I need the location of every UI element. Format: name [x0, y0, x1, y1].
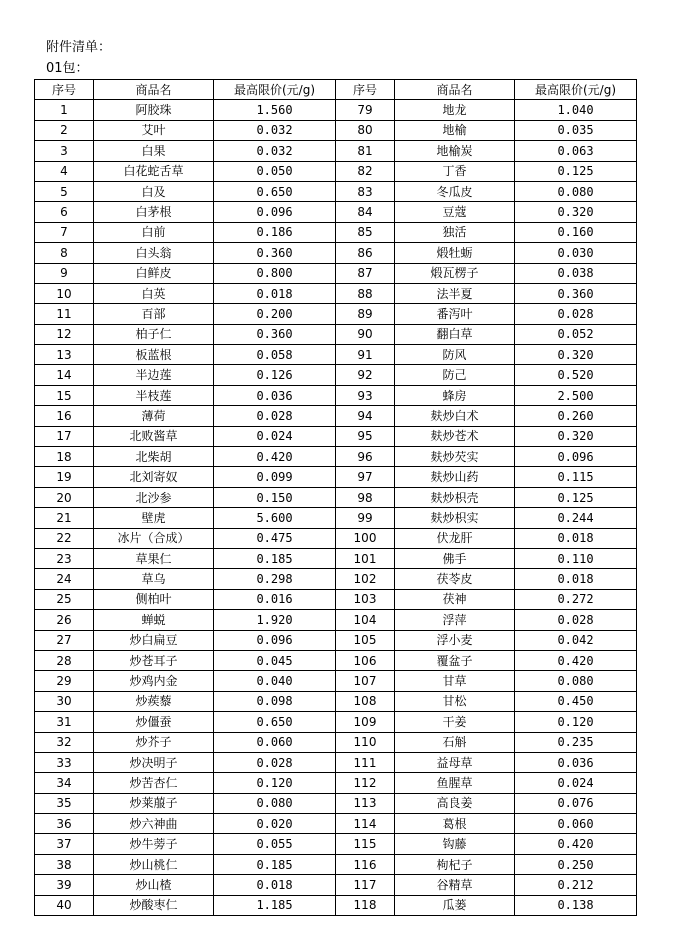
- table-row: [35, 447, 637, 467]
- cell-index: 86: [336, 243, 395, 263]
- cell-index: 106: [336, 650, 395, 670]
- cell-product-name: 板蓝根: [94, 345, 214, 365]
- cell-index: 98: [336, 487, 395, 507]
- header-product-name: 商品名: [94, 80, 214, 100]
- cell-max-price: 1.185: [214, 895, 336, 915]
- cell-max-price: 0.028: [515, 610, 637, 630]
- cell-index: 33: [35, 752, 94, 772]
- cell-max-price: 0.050: [214, 161, 336, 181]
- cell-index: 83: [336, 181, 395, 201]
- cell-index: 27: [35, 630, 94, 650]
- cell-max-price: 0.016: [214, 589, 336, 609]
- cell-index: 35: [35, 793, 94, 813]
- cell-product-name: 炒芥子: [94, 732, 214, 752]
- cell-index: 97: [336, 467, 395, 487]
- cell-product-name: 炒牛蒡子: [94, 834, 214, 854]
- cell-product-name: 北刘寄奴: [94, 467, 214, 487]
- cell-index: 87: [336, 263, 395, 283]
- cell-product-name: 地榆: [395, 120, 515, 140]
- cell-index: 28: [35, 650, 94, 670]
- cell-index: 108: [336, 691, 395, 711]
- cell-max-price: 0.032: [214, 120, 336, 140]
- cell-max-price: 0.030: [515, 243, 637, 263]
- cell-product-name: 白头翁: [94, 243, 214, 263]
- cell-max-price: 0.042: [515, 630, 637, 650]
- cell-max-price: 0.036: [214, 385, 336, 405]
- cell-product-name: 炒六神曲: [94, 814, 214, 834]
- cell-max-price: 0.200: [214, 304, 336, 324]
- cell-index: 105: [336, 630, 395, 650]
- cell-max-price: 0.076: [515, 793, 637, 813]
- cell-index: 23: [35, 548, 94, 568]
- cell-product-name: 豆蔻: [395, 202, 515, 222]
- cell-index: 115: [336, 834, 395, 854]
- cell-product-name: 麸炒枳实: [395, 508, 515, 528]
- cell-max-price: 0.125: [515, 161, 637, 181]
- cell-max-price: 0.420: [515, 834, 637, 854]
- cell-product-name: 甘松: [395, 691, 515, 711]
- cell-product-name: 炒苍耳子: [94, 650, 214, 670]
- cell-index: 2: [35, 120, 94, 140]
- table-body: [35, 100, 637, 916]
- cell-max-price: 0.360: [214, 243, 336, 263]
- cell-max-price: 0.098: [214, 691, 336, 711]
- cell-product-name: 益母草: [395, 752, 515, 772]
- table-row: [35, 814, 637, 834]
- table-row: [35, 834, 637, 854]
- cell-index: 84: [336, 202, 395, 222]
- cell-index: 31: [35, 712, 94, 732]
- document-title: 附件清单：: [46, 40, 112, 55]
- cell-index: 79: [336, 100, 395, 120]
- cell-product-name: 炒酸枣仁: [94, 895, 214, 915]
- cell-product-name: 谷精草: [395, 875, 515, 895]
- cell-index: 99: [336, 508, 395, 528]
- cell-index: 17: [35, 426, 94, 446]
- cell-product-name: 草乌: [94, 569, 214, 589]
- cell-max-price: 0.360: [214, 324, 336, 344]
- table-row: [35, 365, 637, 385]
- cell-index: 37: [35, 834, 94, 854]
- cell-max-price: 0.298: [214, 569, 336, 589]
- cell-product-name: 高良姜: [395, 793, 515, 813]
- table-row: [35, 650, 637, 670]
- cell-index: 111: [336, 752, 395, 772]
- cell-product-name: 炒莱菔子: [94, 793, 214, 813]
- cell-index: 82: [336, 161, 395, 181]
- cell-product-name: 葛根: [395, 814, 515, 834]
- cell-product-name: 浮小麦: [395, 630, 515, 650]
- cell-index: 113: [336, 793, 395, 813]
- cell-product-name: 白前: [94, 222, 214, 242]
- cell-max-price: 0.096: [214, 630, 336, 650]
- cell-product-name: 煅牡蛎: [395, 243, 515, 263]
- cell-product-name: 鱼腥草: [395, 773, 515, 793]
- header-max-price: 最高限价(元/g): [214, 80, 336, 100]
- table-row: [35, 181, 637, 201]
- cell-max-price: 0.235: [515, 732, 637, 752]
- cell-index: 3: [35, 141, 94, 161]
- cell-product-name: 北沙参: [94, 487, 214, 507]
- cell-product-name: 北柴胡: [94, 447, 214, 467]
- cell-index: 14: [35, 365, 94, 385]
- cell-index: 7: [35, 222, 94, 242]
- cell-product-name: 冰片（合成）: [94, 528, 214, 548]
- cell-index: 34: [35, 773, 94, 793]
- table-row: [35, 895, 637, 915]
- cell-max-price: 0.138: [515, 895, 637, 915]
- table-row: [35, 120, 637, 140]
- cell-product-name: 艾叶: [94, 120, 214, 140]
- cell-max-price: 0.035: [515, 120, 637, 140]
- cell-product-name: 麸炒白术: [395, 406, 515, 426]
- cell-max-price: 1.920: [214, 610, 336, 630]
- cell-product-name: 炒山桃仁: [94, 854, 214, 874]
- cell-index: 110: [336, 732, 395, 752]
- cell-product-name: 白果: [94, 141, 214, 161]
- cell-index: 26: [35, 610, 94, 630]
- table-row: [35, 508, 637, 528]
- cell-product-name: 半边莲: [94, 365, 214, 385]
- header-index: 序号: [35, 80, 94, 100]
- cell-index: 95: [336, 426, 395, 446]
- cell-max-price: 0.115: [515, 467, 637, 487]
- table-row: [35, 630, 637, 650]
- cell-product-name: 薄荷: [94, 406, 214, 426]
- cell-product-name: 茯神: [395, 589, 515, 609]
- table-row: [35, 671, 637, 691]
- cell-index: 8: [35, 243, 94, 263]
- cell-product-name: 白茅根: [94, 202, 214, 222]
- table-row: [35, 426, 637, 446]
- cell-max-price: 0.055: [214, 834, 336, 854]
- cell-max-price: 0.475: [214, 528, 336, 548]
- cell-product-name: 独活: [395, 222, 515, 242]
- table-row: [35, 589, 637, 609]
- package-label: 01包：: [46, 61, 89, 76]
- cell-max-price: 0.800: [214, 263, 336, 283]
- cell-product-name: 麸炒芡实: [395, 447, 515, 467]
- cell-product-name: 白及: [94, 181, 214, 201]
- cell-product-name: 防风: [395, 345, 515, 365]
- table-row: [35, 406, 637, 426]
- cell-product-name: 草果仁: [94, 548, 214, 568]
- cell-product-name: 白鲜皮: [94, 263, 214, 283]
- cell-index: 12: [35, 324, 94, 344]
- cell-product-name: 石斛: [395, 732, 515, 752]
- cell-product-name: 地榆炭: [395, 141, 515, 161]
- cell-max-price: 0.126: [214, 365, 336, 385]
- cell-index: 21: [35, 508, 94, 528]
- cell-max-price: 0.024: [515, 773, 637, 793]
- cell-max-price: 0.018: [515, 528, 637, 548]
- cell-max-price: 0.420: [214, 447, 336, 467]
- cell-max-price: 0.186: [214, 222, 336, 242]
- cell-max-price: 0.024: [214, 426, 336, 446]
- table-row: [35, 732, 637, 752]
- table-row: [35, 548, 637, 568]
- cell-product-name: 麸炒枳壳: [395, 487, 515, 507]
- cell-max-price: 0.185: [214, 548, 336, 568]
- cell-max-price: 0.244: [515, 508, 637, 528]
- cell-max-price: 0.650: [214, 181, 336, 201]
- table-row: [35, 100, 637, 120]
- cell-max-price: 0.020: [214, 814, 336, 834]
- cell-product-name: 蜂房: [395, 385, 515, 405]
- cell-product-name: 煅瓦楞子: [395, 263, 515, 283]
- table-row: [35, 222, 637, 242]
- cell-product-name: 炒决明子: [94, 752, 214, 772]
- cell-max-price: 0.160: [515, 222, 637, 242]
- cell-product-name: 阿胶珠: [94, 100, 214, 120]
- cell-index: 80: [336, 120, 395, 140]
- cell-product-name: 北败酱草: [94, 426, 214, 446]
- cell-max-price: 0.185: [214, 854, 336, 874]
- cell-index: 90: [336, 324, 395, 344]
- cell-index: 15: [35, 385, 94, 405]
- cell-index: 6: [35, 202, 94, 222]
- cell-product-name: 甘草: [395, 671, 515, 691]
- cell-index: 89: [336, 304, 395, 324]
- cell-max-price: 0.520: [515, 365, 637, 385]
- cell-index: 91: [336, 345, 395, 365]
- cell-index: 1: [35, 100, 94, 120]
- cell-product-name: 瓜蒌: [395, 895, 515, 915]
- cell-index: 16: [35, 406, 94, 426]
- cell-product-name: 佛手: [395, 548, 515, 568]
- cell-index: 13: [35, 345, 94, 365]
- table-row: [35, 243, 637, 263]
- cell-max-price: 0.260: [515, 406, 637, 426]
- table-row: [35, 875, 637, 895]
- cell-product-name: 侧柏叶: [94, 589, 214, 609]
- cell-max-price: 0.650: [214, 712, 336, 732]
- cell-index: 38: [35, 854, 94, 874]
- cell-index: 9: [35, 263, 94, 283]
- cell-index: 101: [336, 548, 395, 568]
- cell-product-name: 蝉蜕: [94, 610, 214, 630]
- cell-max-price: 0.099: [214, 467, 336, 487]
- cell-max-price: 0.028: [214, 406, 336, 426]
- cell-product-name: 麸炒苍术: [395, 426, 515, 446]
- cell-max-price: 0.040: [214, 671, 336, 691]
- cell-index: 32: [35, 732, 94, 752]
- table-row: [35, 712, 637, 732]
- cell-index: 102: [336, 569, 395, 589]
- cell-max-price: 0.038: [515, 263, 637, 283]
- cell-max-price: 0.045: [214, 650, 336, 670]
- cell-index: 18: [35, 447, 94, 467]
- cell-index: 29: [35, 671, 94, 691]
- cell-index: 88: [336, 283, 395, 303]
- cell-index: 92: [336, 365, 395, 385]
- cell-index: 25: [35, 589, 94, 609]
- cell-index: 4: [35, 161, 94, 181]
- cell-index: 118: [336, 895, 395, 915]
- cell-index: 104: [336, 610, 395, 630]
- cell-product-name: 防己: [395, 365, 515, 385]
- cell-product-name: 炒山楂: [94, 875, 214, 895]
- cell-product-name: 地龙: [395, 100, 515, 120]
- cell-index: 11: [35, 304, 94, 324]
- cell-product-name: 浮萍: [395, 610, 515, 630]
- header-index: 序号: [336, 80, 395, 100]
- cell-max-price: 0.080: [515, 671, 637, 691]
- cell-max-price: 0.052: [515, 324, 637, 344]
- cell-max-price: 0.018: [515, 569, 637, 589]
- cell-max-price: 0.028: [214, 752, 336, 772]
- cell-max-price: 0.272: [515, 589, 637, 609]
- table-row: [35, 304, 637, 324]
- cell-index: 112: [336, 773, 395, 793]
- cell-max-price: 0.018: [214, 875, 336, 895]
- cell-max-price: 0.080: [214, 793, 336, 813]
- cell-product-name: 伏龙肝: [395, 528, 515, 548]
- cell-index: 40: [35, 895, 94, 915]
- cell-index: 24: [35, 569, 94, 589]
- cell-index: 19: [35, 467, 94, 487]
- table-row: [35, 283, 637, 303]
- cell-product-name: 柏子仁: [94, 324, 214, 344]
- cell-product-name: 炒白扁豆: [94, 630, 214, 650]
- table-row: [35, 202, 637, 222]
- cell-max-price: 0.063: [515, 141, 637, 161]
- cell-max-price: 0.320: [515, 426, 637, 446]
- header-max-price: 最高限价(元/g): [515, 80, 637, 100]
- cell-max-price: 0.250: [515, 854, 637, 874]
- cell-index: 117: [336, 875, 395, 895]
- cell-product-name: 炒蒺藜: [94, 691, 214, 711]
- cell-product-name: 茯苓皮: [395, 569, 515, 589]
- cell-index: 109: [336, 712, 395, 732]
- cell-product-name: 壁虎: [94, 508, 214, 528]
- cell-max-price: 0.058: [214, 345, 336, 365]
- table-row: [35, 467, 637, 487]
- table-row: [35, 487, 637, 507]
- cell-max-price: 0.110: [515, 548, 637, 568]
- table-row: [35, 752, 637, 772]
- cell-max-price: 0.150: [214, 487, 336, 507]
- table-row: [35, 854, 637, 874]
- table-row: [35, 773, 637, 793]
- cell-max-price: 0.212: [515, 875, 637, 895]
- cell-index: 107: [336, 671, 395, 691]
- cell-max-price: 0.060: [214, 732, 336, 752]
- cell-index: 10: [35, 283, 94, 303]
- cell-product-name: 百部: [94, 304, 214, 324]
- cell-product-name: 炒鸡内金: [94, 671, 214, 691]
- cell-index: 5: [35, 181, 94, 201]
- cell-max-price: 0.360: [515, 283, 637, 303]
- table-row: [35, 793, 637, 813]
- cell-product-name: 法半夏: [395, 283, 515, 303]
- cell-max-price: 0.096: [214, 202, 336, 222]
- cell-index: 22: [35, 528, 94, 548]
- cell-product-name: 丁香: [395, 161, 515, 181]
- cell-index: 116: [336, 854, 395, 874]
- cell-product-name: 枸杞子: [395, 854, 515, 874]
- cell-max-price: 0.120: [214, 773, 336, 793]
- cell-max-price: 0.450: [515, 691, 637, 711]
- cell-index: 85: [336, 222, 395, 242]
- header-product-name: 商品名: [395, 80, 515, 100]
- cell-index: 96: [336, 447, 395, 467]
- cell-index: 20: [35, 487, 94, 507]
- cell-product-name: 麸炒山药: [395, 467, 515, 487]
- cell-max-price: 0.080: [515, 181, 637, 201]
- table-row: [35, 528, 637, 548]
- table-row: [35, 569, 637, 589]
- cell-index: 94: [336, 406, 395, 426]
- cell-index: 93: [336, 385, 395, 405]
- cell-max-price: 0.018: [214, 283, 336, 303]
- cell-product-name: 半枝莲: [94, 385, 214, 405]
- cell-max-price: 0.028: [515, 304, 637, 324]
- table-row: [35, 610, 637, 630]
- cell-product-name: 番泻叶: [395, 304, 515, 324]
- cell-index: 30: [35, 691, 94, 711]
- cell-max-price: 0.096: [515, 447, 637, 467]
- table-row: [35, 385, 637, 405]
- cell-index: 81: [336, 141, 395, 161]
- cell-index: 100: [336, 528, 395, 548]
- cell-product-name: 白英: [94, 283, 214, 303]
- cell-max-price: 0.125: [515, 487, 637, 507]
- cell-product-name: 白花蛇舌草: [94, 161, 214, 181]
- cell-product-name: 炒僵蚕: [94, 712, 214, 732]
- table-row: [35, 324, 637, 344]
- table-row: [35, 691, 637, 711]
- cell-max-price: 5.600: [214, 508, 336, 528]
- cell-max-price: 1.560: [214, 100, 336, 120]
- cell-max-price: 0.320: [515, 202, 637, 222]
- cell-product-name: 冬瓜皮: [395, 181, 515, 201]
- cell-max-price: 0.420: [515, 650, 637, 670]
- cell-max-price: 0.032: [214, 141, 336, 161]
- cell-index: 103: [336, 589, 395, 609]
- cell-max-price: 2.500: [515, 385, 637, 405]
- cell-product-name: 翻白草: [395, 324, 515, 344]
- table-row: [35, 141, 637, 161]
- cell-index: 114: [336, 814, 395, 834]
- cell-max-price: 0.320: [515, 345, 637, 365]
- cell-product-name: 覆盆子: [395, 650, 515, 670]
- cell-product-name: 干姜: [395, 712, 515, 732]
- table-row: [35, 345, 637, 365]
- cell-max-price: 0.060: [515, 814, 637, 834]
- cell-index: 36: [35, 814, 94, 834]
- cell-max-price: 0.036: [515, 752, 637, 772]
- cell-max-price: 0.120: [515, 712, 637, 732]
- cell-product-name: 炒苦杏仁: [94, 773, 214, 793]
- table-row: [35, 161, 637, 181]
- price-table: [34, 79, 637, 916]
- table-header-row: [35, 80, 637, 100]
- table-row: [35, 263, 637, 283]
- cell-index: 39: [35, 875, 94, 895]
- cell-max-price: 1.040: [515, 100, 637, 120]
- cell-product-name: 钩藤: [395, 834, 515, 854]
